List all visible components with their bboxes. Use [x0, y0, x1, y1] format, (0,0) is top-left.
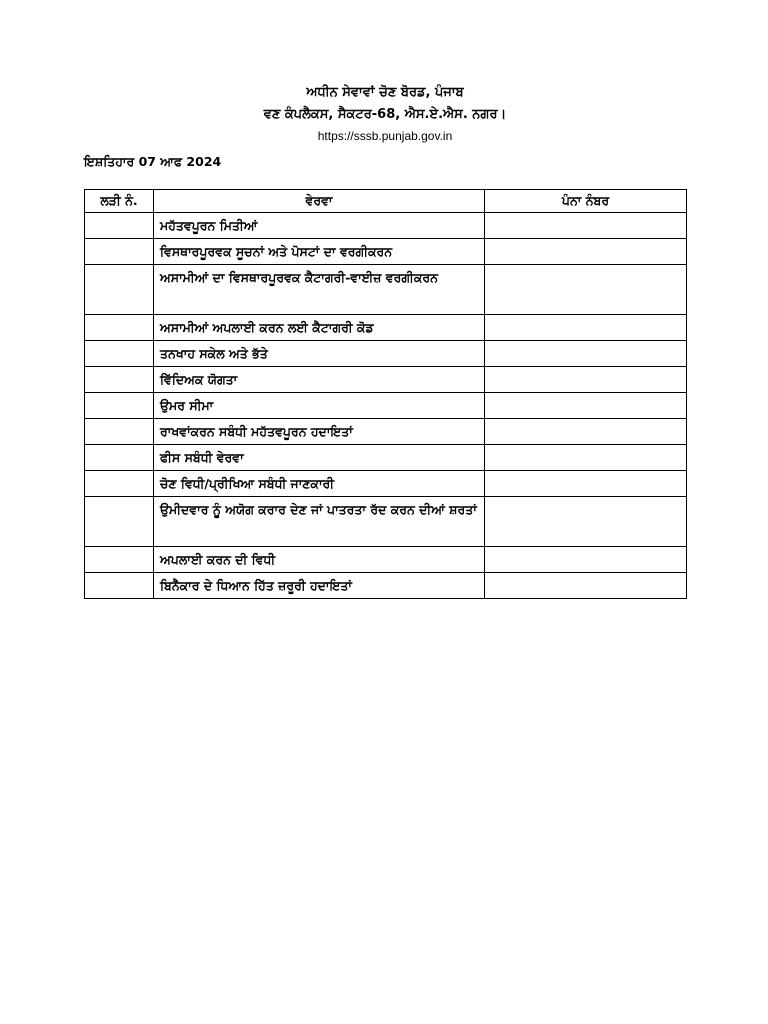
page-number-cell: [485, 573, 687, 599]
serial-cell: [85, 315, 154, 341]
table-row: [85, 341, 687, 367]
table-header-row: [85, 190, 687, 213]
table-row: [85, 547, 687, 573]
board-name: ਅਧੀਨ ਸੇਵਾਵਾਂ ਚੋਣ ਬੋਰਡ, ਪੰਜਾਬ: [306, 85, 464, 100]
description-cell: ਬਿਨੈਕਾਰ ਦੇ ਧਿਆਨ ਹਿੱਤ ਜ਼ਰੂਰੀ ਹਦਾਇਤਾਂ: [154, 573, 485, 599]
column-header-page-number: ਪੰਨਾ ਨੰਬਰ: [485, 190, 687, 213]
page-number-cell: [485, 445, 687, 471]
description-cell: ਰਾਖਵਾਂਕਰਨ ਸਬੰਧੀ ਮਹੱਤਵਪੂਰਨ ਹਦਾਇਤਾਂ: [154, 419, 485, 445]
description-cell: ਚੋਣ ਵਿਧੀ/ਪ੍ਰੀਖਿਆ ਸਬੰਧੀ ਜਾਣਕਾਰੀ: [154, 471, 485, 497]
page-number-cell: [485, 471, 687, 497]
page-number-cell: [485, 547, 687, 573]
serial-cell: [85, 213, 154, 239]
table-row: [85, 419, 687, 445]
description-cell: ਫੀਸ ਸਬੰਧੀ ਵੇਰਵਾ: [154, 445, 485, 471]
serial-cell: [85, 445, 154, 471]
board-website: https://sssb.punjab.gov.in: [317, 129, 453, 143]
table-row: [85, 367, 687, 393]
page-number-cell: [485, 315, 687, 341]
serial-cell: [85, 419, 154, 445]
description-cell: ਵਿੱਦਿਅਕ ਯੋਗਤਾ: [154, 367, 485, 393]
serial-cell: [85, 265, 154, 315]
page-number-cell: [485, 239, 687, 265]
description-cell: ਅਪਲਾਈ ਕਰਨ ਦੀ ਵਿਧੀ: [154, 547, 485, 573]
serial-cell: [85, 393, 154, 419]
serial-cell: [85, 573, 154, 599]
description-cell: ਮਹੱਤਵਪੂਰਨ ਮਿਤੀਆਂ: [154, 213, 485, 239]
index-table: [84, 189, 687, 599]
serial-cell: [85, 239, 154, 265]
description-cell: ਵਿਸਥਾਰਪੂਰਵਕ ਸੂਚਨਾਂ ਅਤੇ ਪੋਸਟਾਂ ਦਾ ਵਰਗੀਕਰਨ: [154, 239, 485, 265]
table-row: [85, 239, 687, 265]
advertisement-number: ਇਸ਼ਤਿਹਾਰ 07 ਆਫ 2024: [84, 154, 222, 169]
page-number-cell: [485, 393, 687, 419]
table-row: [85, 393, 687, 419]
page-number-cell: [485, 367, 687, 393]
table-row: [85, 471, 687, 497]
column-header-serial: ਲੜੀ ਨੰ.: [85, 190, 154, 213]
table-row: [85, 213, 687, 239]
table-row: [85, 445, 687, 471]
serial-cell: [85, 471, 154, 497]
serial-cell: [85, 341, 154, 367]
table-row: [85, 315, 687, 341]
serial-cell: [85, 547, 154, 573]
description-cell: ਉਮਰ ਸੀਮਾ: [154, 393, 485, 419]
table-row: [85, 265, 687, 315]
description-cell: ਅਸਾਮੀਆਂ ਅਪਲਾਈ ਕਰਨ ਲਈ ਕੈਟਾਗਰੀ ਕੋਡ: [154, 315, 485, 341]
serial-cell: [85, 367, 154, 393]
board-address: ਵਣ ਕੰਪਲੈਕਸ, ਸੈਕਟਰ-68, ਐਸ.ਏ.ਐਸ. ਨਗਰ।: [263, 107, 507, 122]
page-number-cell: [485, 265, 687, 315]
table-row: [85, 497, 687, 547]
description-cell: ਤਨਖਾਹ ਸਕੇਲ ਅਤੇ ਭੱਤੇ: [154, 341, 485, 367]
page-number-cell: [485, 497, 687, 547]
serial-cell: [85, 497, 154, 547]
page-number-cell: [485, 419, 687, 445]
column-header-description: ਵੇਰਵਾ: [154, 190, 485, 213]
document-header: [84, 82, 686, 146]
description-cell: ਉਮੀਦਵਾਰ ਨੂੰ ਅਯੋਗ ਕਰਾਰ ਦੇਣ ਜਾਂ ਪਾਤਰਤਾ ਰੱਦ ਕਰਨ ਦੀਆਂ ਸ਼ਰਤਾਂ: [154, 497, 485, 547]
description-cell: ਅਸਾਮੀਆਂ ਦਾ ਵਿਸਥਾਰਪੂਰਵਕ ਕੈਟਾਗਰੀ-ਵਾਈਜ਼ ਵਰਗੀਕਰਨ: [154, 265, 485, 315]
page-number-cell: [485, 213, 687, 239]
page-number-cell: [485, 341, 687, 367]
table-row: [85, 573, 687, 599]
